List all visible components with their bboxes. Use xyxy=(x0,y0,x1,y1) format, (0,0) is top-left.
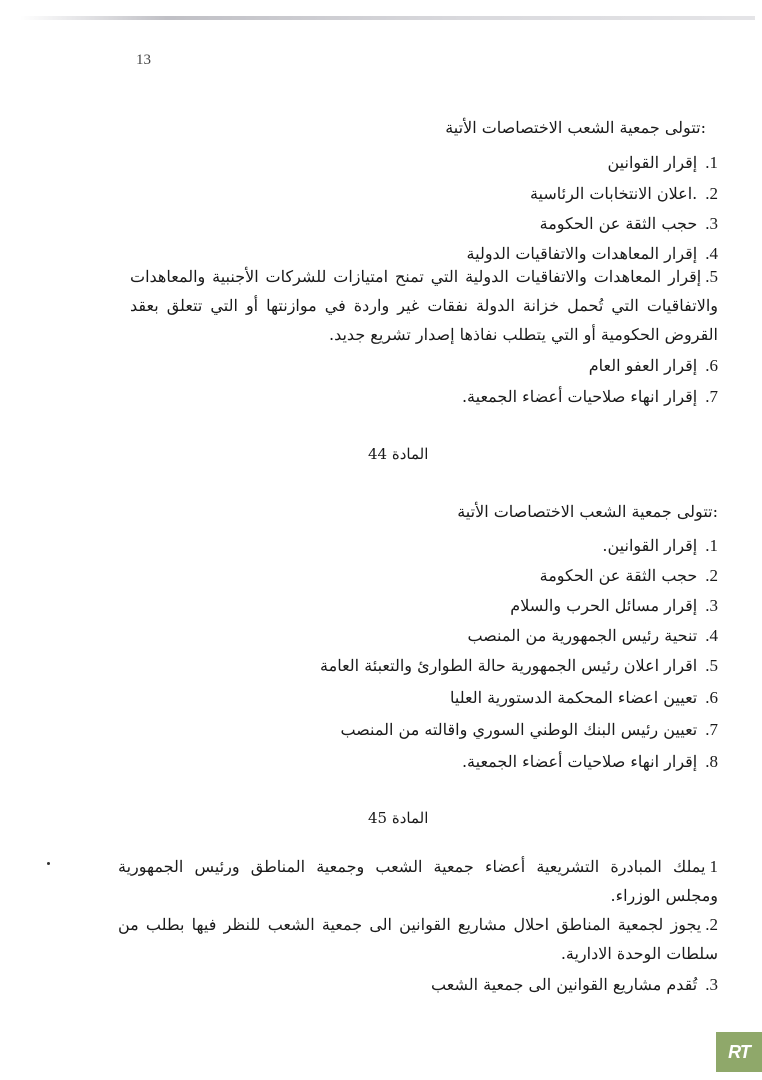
scan-speck xyxy=(47,862,50,865)
item-number: 1. xyxy=(705,536,718,555)
item-number: 3. xyxy=(705,214,718,233)
section1-intro: :تتولى جمعية الشعب الاختصاصات الأتية xyxy=(445,118,706,137)
item-text: يملك المبادرة التشريعية أعضاء جمعية الشعب وجمعية المناطق ورئيس الجمهورية ومجلس الوزراء. xyxy=(118,857,718,905)
item-text: تعيين اعضاء المحكمة الدستورية العليا xyxy=(450,688,698,707)
rt-logo: RT xyxy=(716,1032,762,1072)
item-number: 8. xyxy=(705,752,718,771)
item-number: 3. xyxy=(705,975,718,994)
item-number: 5. xyxy=(705,267,718,286)
article44-item-8 xyxy=(462,752,718,772)
item-number: 2. xyxy=(705,915,718,934)
article45-item-1 xyxy=(118,852,718,910)
article44-heading: المادة 44 xyxy=(368,445,429,463)
item-text: .اعلان الانتخابات الرئاسية xyxy=(529,184,698,203)
item-number: 4. xyxy=(705,244,718,263)
section1-item-2 xyxy=(530,184,718,204)
item-number: 7. xyxy=(705,720,718,739)
article44-item-3 xyxy=(510,596,718,616)
section1-item-4 xyxy=(467,244,718,264)
article44-item-7 xyxy=(340,720,718,740)
section1-item-6 xyxy=(589,356,718,376)
item-number: 1 xyxy=(709,857,718,876)
item-text: إقرار المعاهدات والاتفاقيات الدولية التي تمنح امتيازات للشركات الأجنبية والمعاهدات والاتفاقيات التي تُحمل خزانة الدولة نفقات غير واردة في موازنتها أو التي تتعلق بعقد القروض الحكومية أو التي يتطلب نفاذها إصدار تشريع جديد. xyxy=(130,267,718,344)
article45-item-2 xyxy=(118,910,718,968)
section1-item-1 xyxy=(607,153,718,173)
article44-intro: :تتولى جمعية الشعب الاختصاصات الأتية xyxy=(457,502,718,521)
item-text: تُقدم مشاريع القوانين الى جمعية الشعب xyxy=(431,975,698,994)
item-text: حجب الثقة عن الحكومة xyxy=(539,566,698,585)
item-number: 4. xyxy=(705,626,718,645)
item-number: 1. xyxy=(705,153,718,172)
item-number: 6. xyxy=(705,356,718,375)
item-text: إقرار المعاهدات والاتفاقيات الدولية xyxy=(466,244,698,263)
item-text: إقرار انهاء صلاحيات أعضاء الجمعية. xyxy=(461,387,698,406)
item-number: 2. xyxy=(705,566,718,585)
article44-item-2 xyxy=(540,566,718,586)
article44-item-4 xyxy=(467,626,718,646)
article45-heading: المادة 45 xyxy=(368,809,429,827)
item-number: 5. xyxy=(705,656,718,675)
section1-item-3 xyxy=(540,214,718,234)
article45-item-3 xyxy=(431,975,718,995)
item-number: 3. xyxy=(705,596,718,615)
item-text: إقرار انهاء صلاحيات أعضاء الجمعية. xyxy=(461,752,698,771)
article44-item-1 xyxy=(602,536,718,556)
page-number: 13 xyxy=(136,52,151,68)
article44-item-6 xyxy=(450,688,718,708)
item-text: حجب الثقة عن الحكومة xyxy=(539,214,698,233)
item-number: 7. xyxy=(705,387,718,406)
item-text: إقرار القوانين xyxy=(607,153,698,172)
item-text: تعيين رئيس البنك الوطني السوري واقالته من المنصب xyxy=(340,720,698,739)
section1-item-5 xyxy=(130,262,718,349)
item-number: 2. xyxy=(705,184,718,203)
item-text: يجوز لجمعية المناطق احلال مشاريع القوانين الى جمعية الشعب للنظر فيها بطلب من سلطات الوحدة الادارية. xyxy=(118,915,718,963)
item-text: إقرار العفو العام xyxy=(588,356,698,375)
section1-item-7 xyxy=(462,387,718,407)
item-text: تنحية رئيس الجمهورية من المنصب xyxy=(467,626,698,645)
article44-item-5 xyxy=(320,656,718,676)
item-text: إقرار مسائل الحرب والسلام xyxy=(510,596,698,615)
item-number: 6. xyxy=(705,688,718,707)
item-text: اقرار اعلان رئيس الجمهورية حالة الطوارئ والتعبئة العامة xyxy=(320,656,698,675)
item-text: إقرار القوانين. xyxy=(602,536,698,555)
